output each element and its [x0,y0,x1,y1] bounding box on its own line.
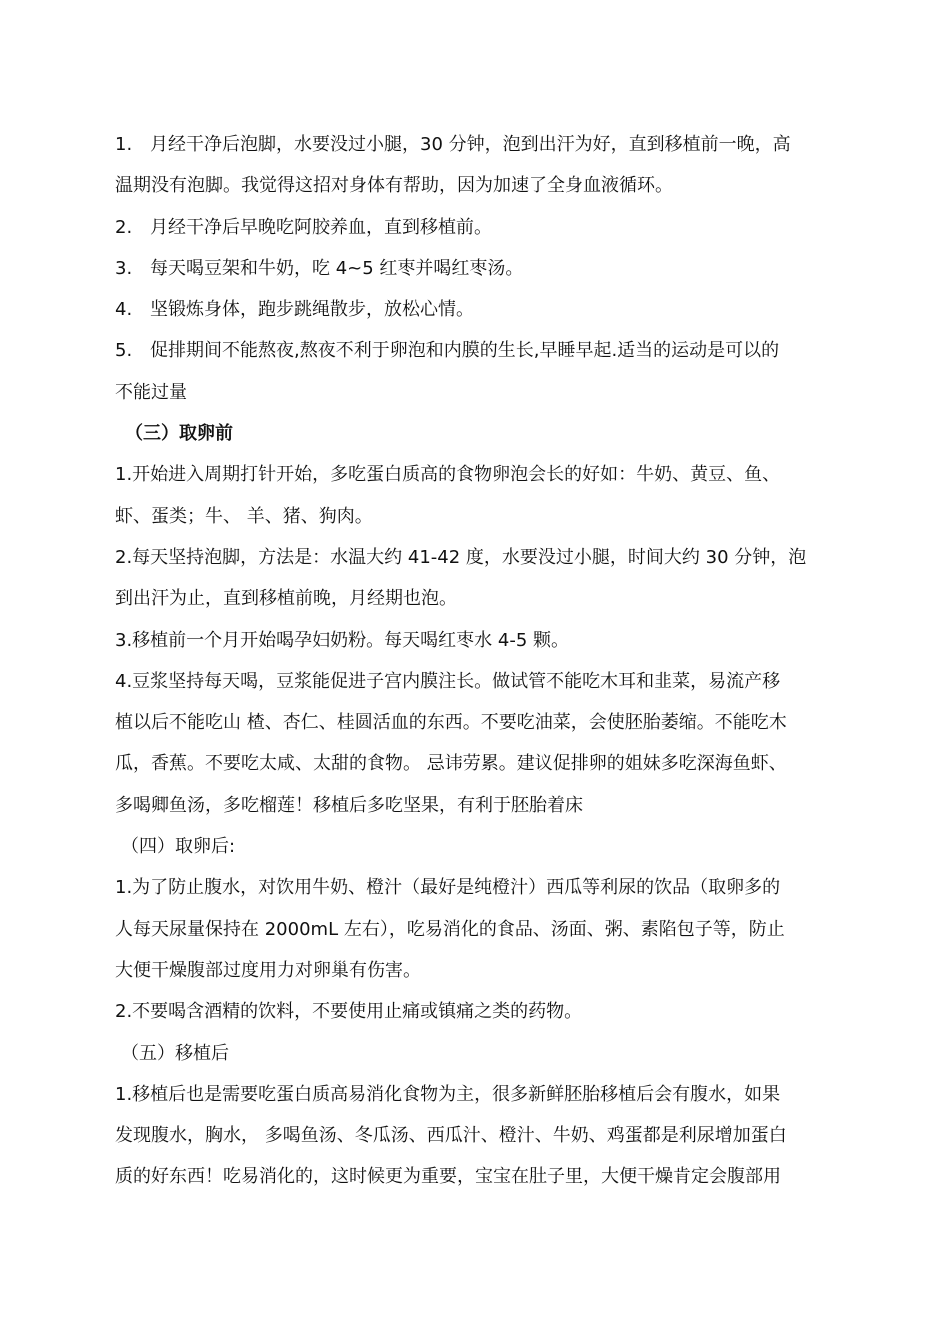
paragraph-line: 人每天尿量保持在 2000mL 左右），吃易消化的食品、汤面、粥、素陷包子等，防止 [115,918,785,940]
list-item [115,330,835,371]
paragraph-line: 2.不要喝含酒精的饮料，不要使用止痛或镇痛之类的药物。 [115,1001,583,1023]
section-heading: （五）移植后 [121,1042,229,1064]
paragraph-line: 坚锻炼身体，跑步跳绳散步，放松心情。 [150,299,474,321]
paragraph-line: 虾、蛋类；牛、 羊、猪、狗肉。 [115,505,373,527]
paragraph-line: 瓜，香蕉。不要吃太咸、太甜的食物。 忌讳劳累。建议促排卵的姐妹多吃深海鱼虾、 [115,753,787,775]
paragraph-line: 3.移植前一个月开始喝孕妇奶粉。每天喝红枣水 4-5 颗。 [115,629,570,651]
paragraph-line: 多喝卿鱼汤，多吃榴莲！移植后多吃坚果，有利于胚胎着床 [115,794,583,816]
list-item [115,207,835,248]
paragraph-line: 1.开始进入周期打针开始，多吃蛋白质高的食物卵泡会长的好如：牛奶、黄豆、鱼、 [115,464,781,486]
list-item [115,289,835,330]
list-item [115,248,835,289]
paragraph-line: 2.每天坚持泡脚，方法是：水温大约 41-42 度，水要没过小腿，时间大约 30 分钟，泡 [115,546,807,568]
list-number: 5. [115,340,133,362]
section-heading: （四）取卵后: [121,836,236,858]
paragraph-line: 发现腹水，胸水， 多喝鱼汤、冬瓜汤、西瓜汁、橙汁、牛奶、鸡蛋都是利尿增加蛋白 [115,1125,787,1147]
paragraph-line: 促排期间不能熬夜,熬夜不利于卵泡和内膜的生长,早睡早起.适当的运动是可以的 [150,340,780,362]
list-item [115,124,835,165]
paragraph-line: 不能过量 [115,381,187,403]
section-heading: （三）取卵前 [125,423,233,445]
list-number: 2. [115,216,133,238]
paragraph-line: 大便干燥腹部过度用力对卵巢有伤害。 [115,959,421,981]
paragraph-line: 质的好东西！吃易消化的，这时候更为重要，宝宝在肚子里，大便干燥肯定会腹部用 [115,1166,781,1188]
paragraph-line: 1.移植后也是需要吃蛋白质高易消化食物为主，很多新鲜胚胎移植后会有腹水，如果 [115,1083,781,1105]
paragraph-line: 植以后不能吃山 楂、杏仁、桂圆活血的东西。不要吃油菜，会使胚胎萎缩。不能吃木 [115,712,787,734]
list-number: 1. [115,134,133,155]
paragraph-line: 每天喝豆架和牛奶，吃 4~5 红枣并喝红枣汤。 [150,257,524,279]
document-body [115,124,835,1198]
paragraph-line: 到出汗为止，直到移植前晚，月经期也泡。 [115,588,457,610]
paragraph-line: 4.豆浆坚持每天喝，豆浆能促进子宫内膜注长。做试管不能吃木耳和韭菜，易流产移 [115,670,781,692]
paragraph-line: 温期没有泡脚。我觉得这招对身体有帮助，因为加速了全身血液循环。 [115,175,673,197]
paragraph-line: 1.为了防止腹水，对饮用牛奶、橙汁（最好是纯橙汁）西瓜等利尿的饮品（取卵多的 [115,877,781,899]
list-number: 4. [115,299,133,321]
paragraph-line: 月经干净后早晚吃阿胶养血，直到移植前。 [150,216,492,238]
paragraph-line: 月经干净后泡脚，水要没过小腿，30 分钟，泡到出汗为好，直到移植前一晚，高 [150,134,791,155]
list-number: 3. [115,257,133,279]
